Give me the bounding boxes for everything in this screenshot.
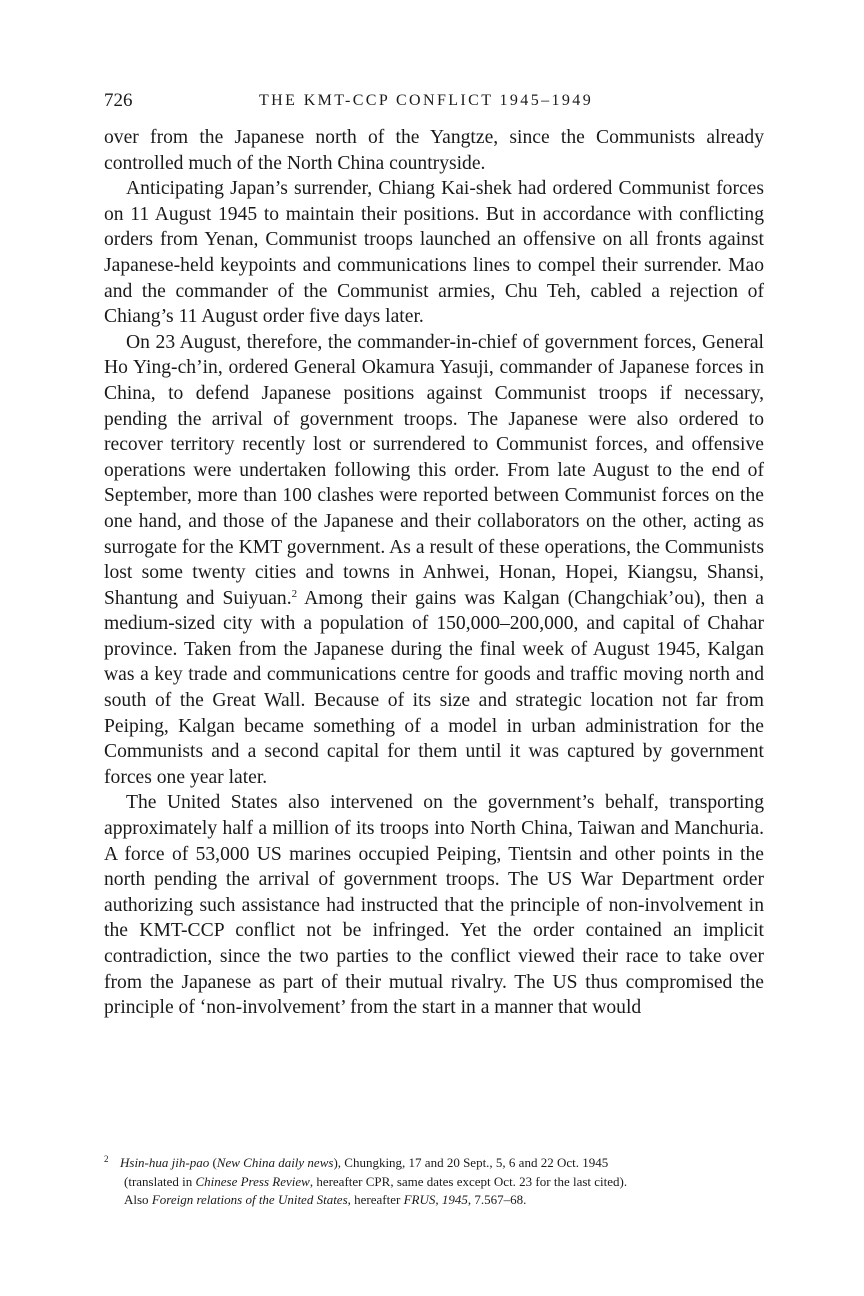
footnote-text: Also: [124, 1192, 152, 1207]
footnote-text: , 7.567–68.: [467, 1192, 527, 1207]
footnote-line-3: [104, 1191, 764, 1210]
footnote-line-2: [104, 1173, 764, 1192]
footnote-review-title: Chinese Press Review: [195, 1173, 310, 1189]
paragraph-4: The United States also intervened on the government’s behalf, transporting approximately half a million of its troops into North China, Taiwan and Manchuria. A force of 53,000 US marines occupied Peiping, Tientsin and other points in the north pending the arrival of government troops. The US War Department order authorizing such assistance had instructed that the principle of non-involvement in the KMT-CCP conflict not be infringed. Yet the order contained an implicit contradiction, since the two parties to the conflict viewed their race to take over from the Japanese as part of their mutual rivalry. The US thus compromised the principle of ‘non-involvement’ from the start in a manner that would: [104, 792, 764, 1019]
footnote-text: , hereafter CPR, same dates except Oct. 23 for the last cited).: [309, 1173, 628, 1189]
paragraph-3: [104, 330, 764, 791]
paragraph-3-text-b: Among their gains was Kalgan (Changchiak’ou), then a medium-sized city with a population of 150,000–200,000, and capital of Chahar province. Taken from the Japanese during the final week of August 1945, Kalgan was a key trade and communications centre for goods and traffic moving north and south of the Great Wall. Because of its size and strategic location not far from Peiping, Kalgan became something of a model in urban administration for the Communists and a second capital for them until it was captured by government forces one year later.: [104, 587, 765, 788]
paragraph-3-text-a: On 23 August, therefore, the commander-in-chief of government forces, General Ho Ying-ch’in, ordered General Okamura Yasuji, commander of Japanese forces in China, to defend Japanese positions against Communist troops if necessary, pending the arrival of government troops. The Japanese were also ordered to recover territory recently lost or surrendered to Communist forces, and offensive operations were undertaken following this order. From late August to the end of September, more than 100 clashes were reported between Communist forces on the one hand, and those of the Japanese and their collaborators on the other, acting as surrogate for the KMT government. As a result of these operations, the Communists lost some twenty cities and towns in Anhwei, Honan, Hopei, Kiangsu, Shansi, Shantung and Suiyuan.: [104, 331, 764, 609]
footnote-source-title: Hsin-hua jih-pao: [120, 1155, 210, 1170]
body-text: [104, 125, 764, 1021]
footnote-text: (translated in: [124, 1173, 196, 1189]
footnote-text: , hereafter: [347, 1192, 404, 1207]
footnote-frus-abbrev: FRUS, 1945: [403, 1192, 468, 1207]
footnote: [104, 1154, 764, 1210]
running-title: THE KMT-CCP CONFLICT 1945–1949: [259, 92, 594, 109]
paragraph-1: over from the Japanese north of the Yangtze, since the Communists already controlled much of the North China countryside.: [104, 127, 764, 174]
running-head: [104, 90, 764, 118]
footnote-frus-title: Foreign relations of the United States: [151, 1192, 348, 1207]
footnote-source-translation: New China daily news: [216, 1155, 334, 1170]
footnote-text: ), Chungking, 17 and 20 Sept., 5, 6 and 22 Oct. 1945: [333, 1155, 609, 1170]
page-number: 726: [104, 90, 133, 111]
footnote-line-1: 2 Hsin-hua jih-pao (New China daily news), Chungking, 17 and 20 Sept., 5, 6 and 22 Oct. 1945: [104, 1154, 609, 1170]
paragraph-2: Anticipating Japan’s surrender, Chiang Kai-shek had ordered Communist forces on 11 August 1945 to maintain their positions. But in accordance with conflicting orders from Yenan, Communist troops launched an offensive on all fronts against Japanese-held keypoints and communications lines to compel their surrender. Mao and the commander of the Communist armies, Chu Teh, cabled a rejection of Chiang’s 11 August order five days later.: [104, 178, 764, 328]
footnote-reference: 2: [291, 587, 298, 600]
footnote-text: (: [209, 1155, 217, 1170]
